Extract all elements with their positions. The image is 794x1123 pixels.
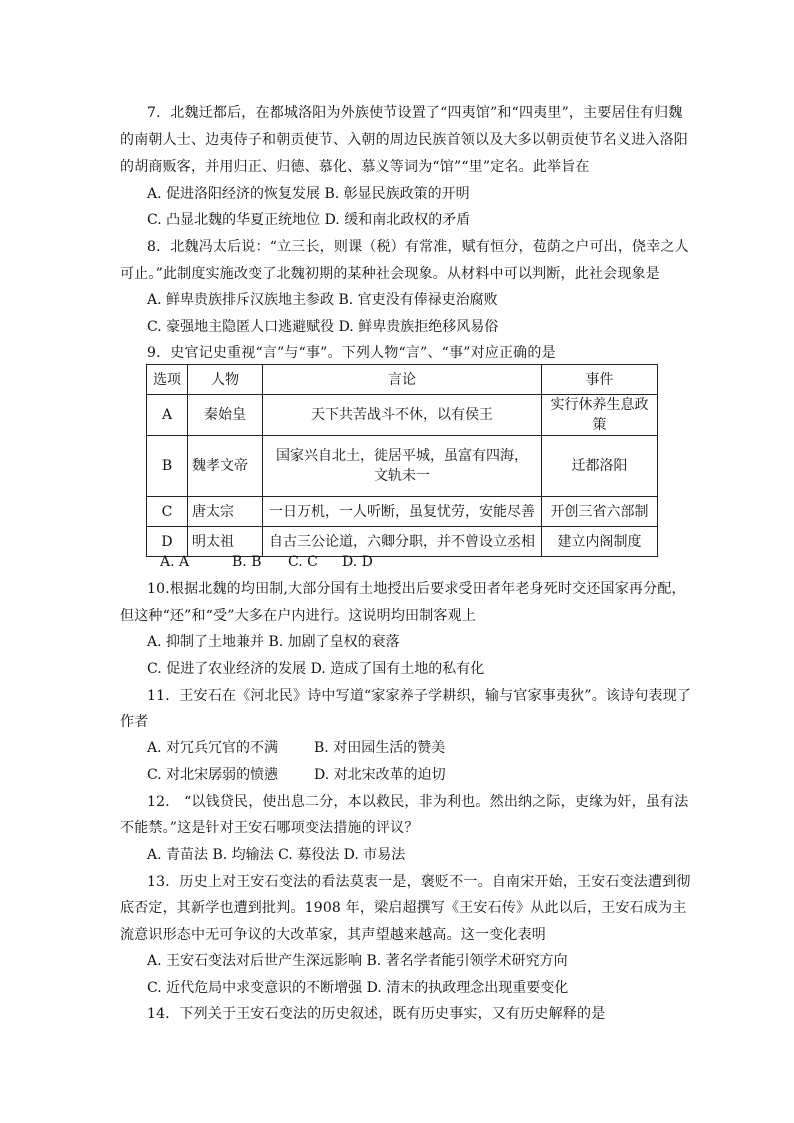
table-header-row: [147, 365, 658, 395]
table-row: [147, 436, 658, 497]
table-cell-person: 魏孝文帝: [188, 436, 263, 497]
question-9-stem: 9．史官记史重视“言”与“事”。下列人物“言”、“事”对应正确的是: [147, 345, 556, 361]
table-row: [147, 395, 658, 436]
speech-line-2: 文轨未一: [374, 468, 430, 484]
question-9-option-a: A. A: [160, 554, 190, 570]
question-10-line-1: 10.根据北魏的均田制,大部分国有土地授出后要求受田者年老身死时交还国家再分配，: [147, 581, 686, 597]
table-cell-speech: 天下共苦战斗不休，以有侯王: [263, 395, 542, 436]
table-cell-option: A: [147, 395, 188, 436]
table-cell-option: B: [147, 436, 188, 497]
question-11-line-2: 作者: [120, 714, 149, 730]
table-row: [147, 497, 658, 527]
question-9-table: [146, 364, 658, 557]
question-13-line-3: 流意识形态中无可争议的大改革家，其声望越来越高。这一变化表明: [120, 927, 546, 943]
table-cell-person: 秦始皇: [188, 395, 263, 436]
table-row: [147, 527, 658, 557]
question-11-option-b: B. 对田园生活的赞美: [314, 740, 446, 756]
table-cell-person: 唐太宗: [188, 497, 263, 527]
question-11-option-d: D. 对北宋改革的迫切: [314, 767, 446, 783]
question-8-options-ab: A. 鲜卑贵族排斥汉族地主参政 B. 官吏没有俸禄吏治腐败: [147, 292, 498, 308]
question-9-option-b: B. B: [232, 554, 262, 570]
question-8-line-2: 可止。”此制度实施改变了北魏初期的某种社会现象。从材料中可以判断，此社会现象是: [120, 266, 660, 282]
question-12-line-1: 12． “以钱贷民，使出息二分，本以救民，非为利也。然出纳之际，吏缘为奸，虽有法: [147, 794, 689, 810]
table-cell-option: C: [147, 497, 188, 527]
question-13-options-ab: A. 王安石变法对后世产生深远影响 B. 著名学者能引领学术研究方向: [147, 953, 568, 969]
question-11-line-1: 11．王安石在《河北民》诗中写道“家家养子学耕织，输与官家事夷狄”。该诗句表现了: [147, 688, 692, 704]
question-9-option-d: D. D: [342, 554, 373, 570]
question-7-line-2: 的南朝人士、边夷侍子和朝贡使节、入朝的周边民族首领以及大多以朝贡使节名义进入洛阳: [120, 132, 688, 148]
question-13-options-cd: C. 近代危局中求变意识的不断增强 D. 清末的执政理念出现重要变化: [147, 980, 569, 996]
table-header-option: 选项: [147, 365, 188, 395]
question-13-line-2: 底否定，其新学也遭到批判。1908 年，梁启超撰写《王安石传》从此以后，王安石成为主: [120, 900, 687, 916]
table-cell-person: 明太祖: [188, 527, 263, 557]
table-header-person: 人物: [188, 365, 263, 395]
question-12-line-2: 不能禁。”这是针对王安石哪项变法措施的评议？: [120, 820, 419, 836]
table-cell-option: D: [147, 527, 188, 557]
question-13-line-1: 13．历史上对王安石变法的看法莫衷一是，褒贬不一。自南宋开始，王安石变法遭到彻: [147, 874, 691, 890]
question-14-line-1: 14．下列关于王安石变法的历史叙述，既有历史事实，又有历史解释的是: [147, 1006, 606, 1022]
question-7-line-1: 7．北魏迁都后，在都城洛阳为外族使节设置了“四夷馆”和“四夷里”，主要居住有归魏: [147, 105, 683, 121]
question-7-line-3: 的胡商贩客，并用归正、归德、慕化、慕义等词为“馆”“里”定名。此举旨在: [120, 159, 590, 175]
table-cell-event: 建立内阁制度: [542, 527, 658, 557]
question-9-option-c: C. C: [288, 554, 318, 570]
question-8-options-cd: C. 豪强地主隐匿人口逃避赋役 D. 鲜卑贵族拒绝移风易俗: [147, 319, 499, 335]
question-10-options-ab: A. 抑制了土地兼并 B. 加剧了皇权的衰落: [147, 634, 400, 650]
table-cell-event: 开创三省六部制: [542, 497, 658, 527]
question-12-options: A. 青苗法 B. 均输法 C. 募役法 D. 市易法: [147, 847, 406, 863]
table-cell-event: 迁都洛阳: [542, 436, 658, 497]
question-7-options-cd: C. 凸显北魏的华夏正统地位 D. 缓和南北政权的矛盾: [147, 212, 471, 228]
table-cell-event: 实行休养生息政策: [542, 395, 658, 436]
table-cell-speech: 一日万机，一人听断，虽复忧劳，安能尽善: [263, 497, 542, 527]
question-11-option-a: A. 对冗兵冗官的不满: [147, 740, 279, 756]
question-10-options-cd: C. 促进了农业经济的发展 D. 造成了国有土地的私有化: [147, 661, 485, 677]
table-header-speech: 言论: [263, 365, 542, 395]
table-cell-speech: [263, 436, 542, 497]
speech-line-1: 国家兴自北土，徙居平城，虽富有四海，: [276, 448, 528, 464]
question-11-option-c: C. 对北宋孱弱的愤懑: [147, 767, 279, 783]
question-10-line-2: 但这种“还”和“受”大多在户内进行。这说明均田制客观上: [120, 608, 477, 624]
question-8-line-1: 8．北魏冯太后说：“立三长，则课（税）有常准，赋有恒分，苞荫之户可出，侥幸之人: [147, 239, 689, 255]
table-header-event: 事件: [542, 365, 658, 395]
question-7-options-ab: A. 促进洛阳经济的恢复发展 B. 彰显民族政策的开明: [147, 186, 470, 202]
table-cell-speech: 自古三公论道，六卿分职，并不曾设立丞相: [263, 527, 542, 557]
